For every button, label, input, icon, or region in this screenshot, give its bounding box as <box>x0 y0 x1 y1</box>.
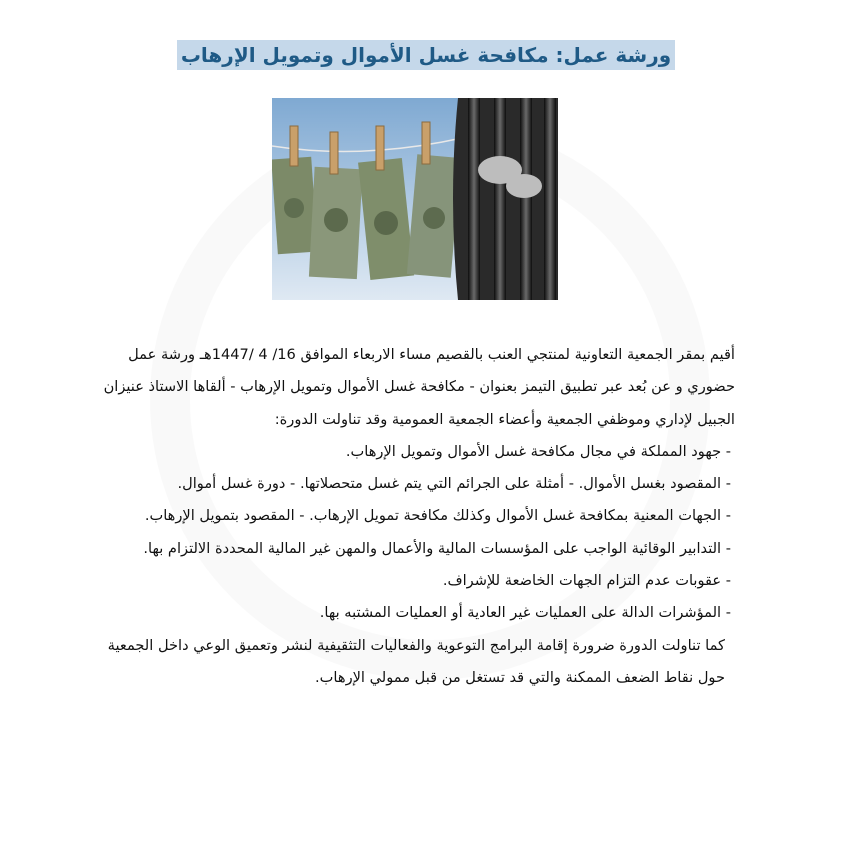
topic-item: - المقصود بغسل الأموال. - أمثلة على الجرائم التي يتم غسل متحصلاتها. - دورة غسل أموال. <box>177 475 731 493</box>
banknote-2 <box>309 167 363 279</box>
page-title: ورشة عمل: مكافحة غسل الأموال وتمويل الإرهاب <box>177 40 675 70</box>
topic-item: - التدابير الوقائية الواجب على المؤسسات المالية والأعمال والمهن غير المالية المحددة الالتزام بها. <box>143 539 731 557</box>
photo-illustration <box>272 98 558 300</box>
topic-item: - جهود المملكة في مجال مكافحة غسل الأموال وتمويل الإرهاب. <box>345 442 731 460</box>
money-laundering-photo <box>272 98 558 300</box>
article-body <box>95 339 735 694</box>
topic-item: - عقوبات عدم التزام الجهات الخاضعة للإشراف. <box>442 572 731 590</box>
title-container <box>0 40 852 70</box>
closing-paragraph: كما تناولت الدورة ضرورة إقامة البرامج التوعوية والفعاليات التثقيفية لنشر وتعميق الوعي داخل الجمعية حول نقاط الضعف الممكنة والتي قد تستغل من قبل ممولي الإرهاب. <box>107 636 725 686</box>
topic-item: - المؤشرات الدالة على العمليات غير العادية أو العمليات المشتبه بها. <box>319 604 731 622</box>
topic-item: - الجهات المعنية بمكافحة غسل الأموال وكذلك مكافحة تمويل الإرهاب. - المقصود بتمويل الإرهاب. <box>144 507 731 525</box>
intro-paragraph: أقيم بمقر الجمعية التعاونية لمنتجي العنب بالقصيم مساء الاربعاء الموافق 16/ 4 /1447هـ ورشة عمل حضوري و عن بُعد عبر تطبيق التيمز بعنوان - مكافحة غسل الأموال وتمويل الإرهاب - ألقاها الاستاذ عنيزان الجبيل لإداري وموظفي الجمعية وأعضاء الجمعية العمومية وقد تناولت الدورة: <box>103 346 735 428</box>
